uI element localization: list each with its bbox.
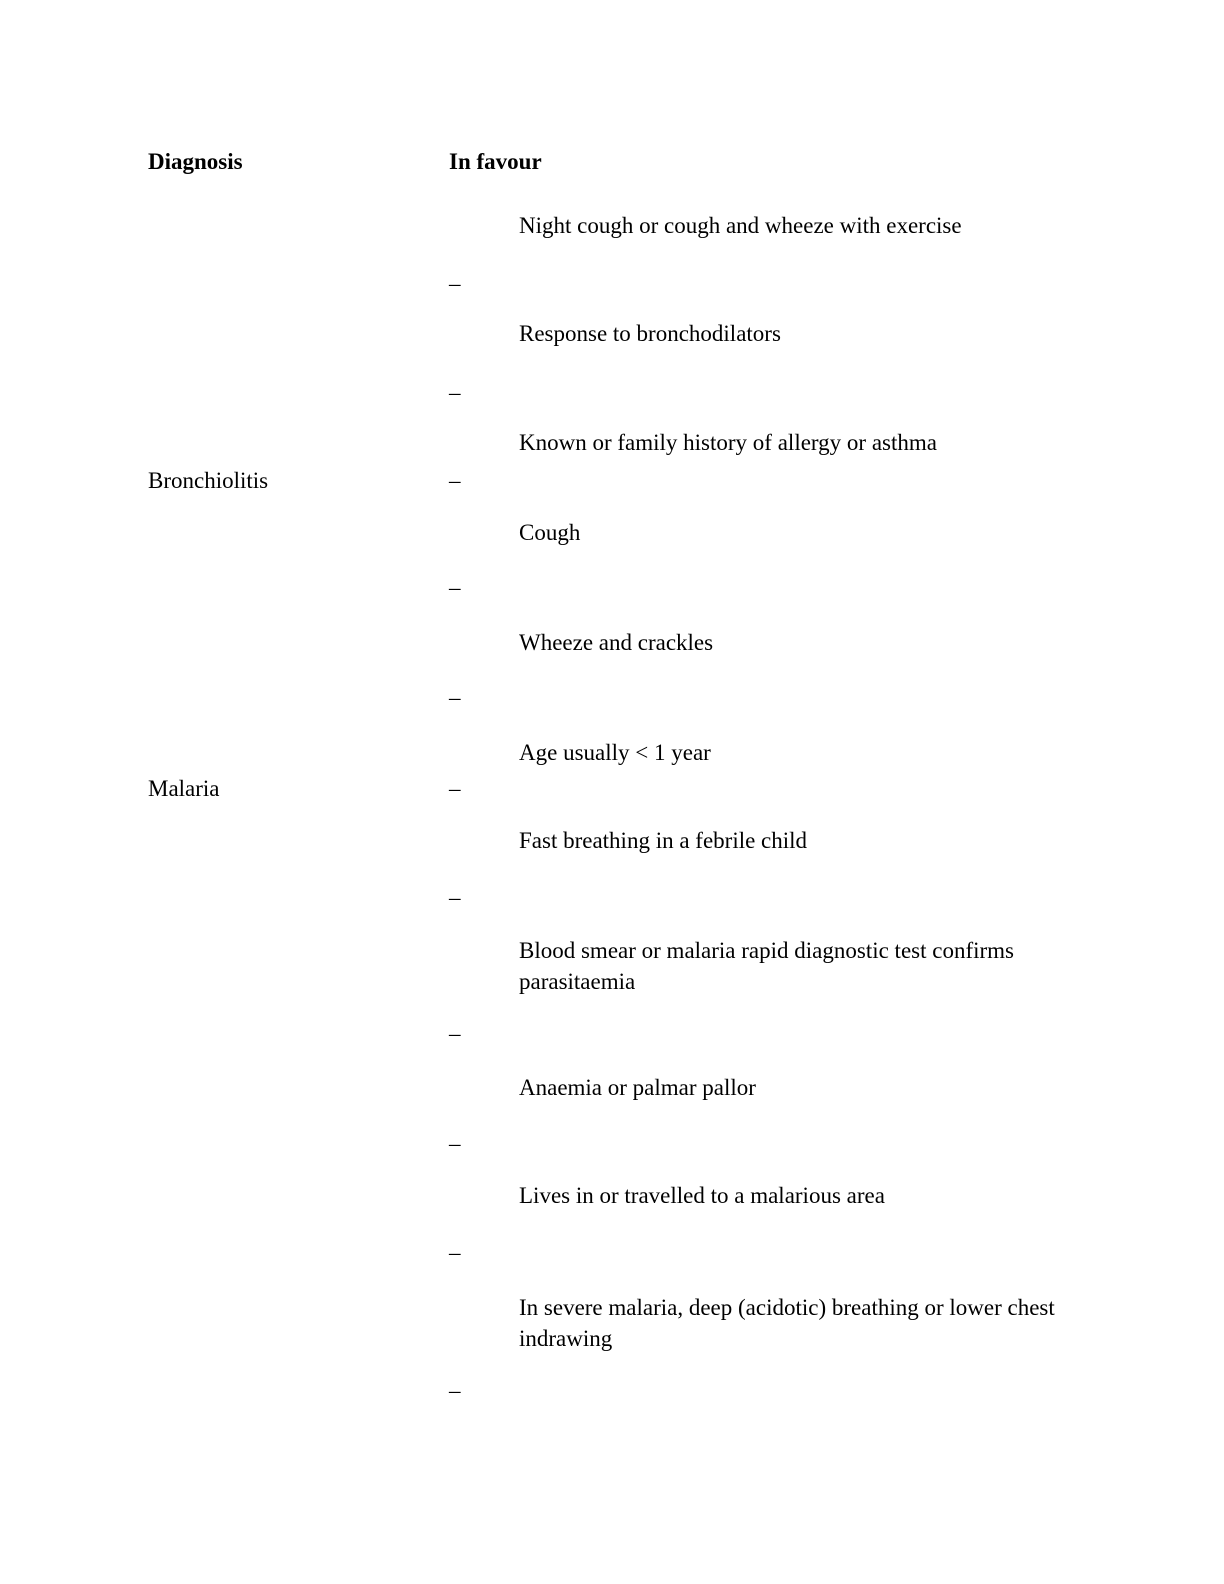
in-favour-item-text: Cough — [519, 520, 581, 545]
in-favour-item-text: Anaemia or palmar pallor — [519, 1075, 756, 1100]
in-favour-item-text: Age usually < 1 year — [519, 740, 711, 765]
dash-bullet: – — [449, 1378, 461, 1403]
dash-bullet: – — [449, 1240, 461, 1265]
dash-bullet: – — [449, 885, 461, 910]
diagnosis-label: Malaria — [148, 776, 220, 801]
in-favour-item-text: Blood smear or malaria rapid diagnostic test confirms parasitaemia — [519, 938, 1015, 994]
column-header-diagnosis: Diagnosis — [148, 149, 243, 174]
column-header-in-favour: In favour — [449, 149, 542, 174]
dash-bullet: – — [449, 271, 461, 296]
dash-bullet: – — [449, 1131, 461, 1156]
in-favour-item-text: In severe malaria, deep (acidotic) breathing or lower chest indrawing — [519, 1295, 1055, 1351]
in-favour-item-text: Known or family history of allergy or asthma — [519, 430, 937, 455]
in-favour-item-text: Night cough or cough and wheeze with exercise — [519, 213, 962, 238]
in-favour-item-text: Wheeze and crackles — [519, 630, 714, 655]
dash-bullet: – — [449, 776, 461, 801]
in-favour-item-text: Response to bronchodilators — [519, 321, 781, 346]
dash-bullet: – — [449, 1021, 461, 1046]
in-favour-item-text: Fast breathing in a febrile child — [519, 828, 808, 853]
dash-bullet: – — [449, 685, 461, 710]
diagnosis-label: Bronchiolitis — [148, 468, 269, 493]
in-favour-item-text: Lives in or travelled to a malarious area — [519, 1183, 885, 1208]
dash-bullet: – — [449, 575, 461, 600]
dash-bullet: – — [449, 380, 461, 405]
dash-bullet: – — [449, 468, 461, 493]
